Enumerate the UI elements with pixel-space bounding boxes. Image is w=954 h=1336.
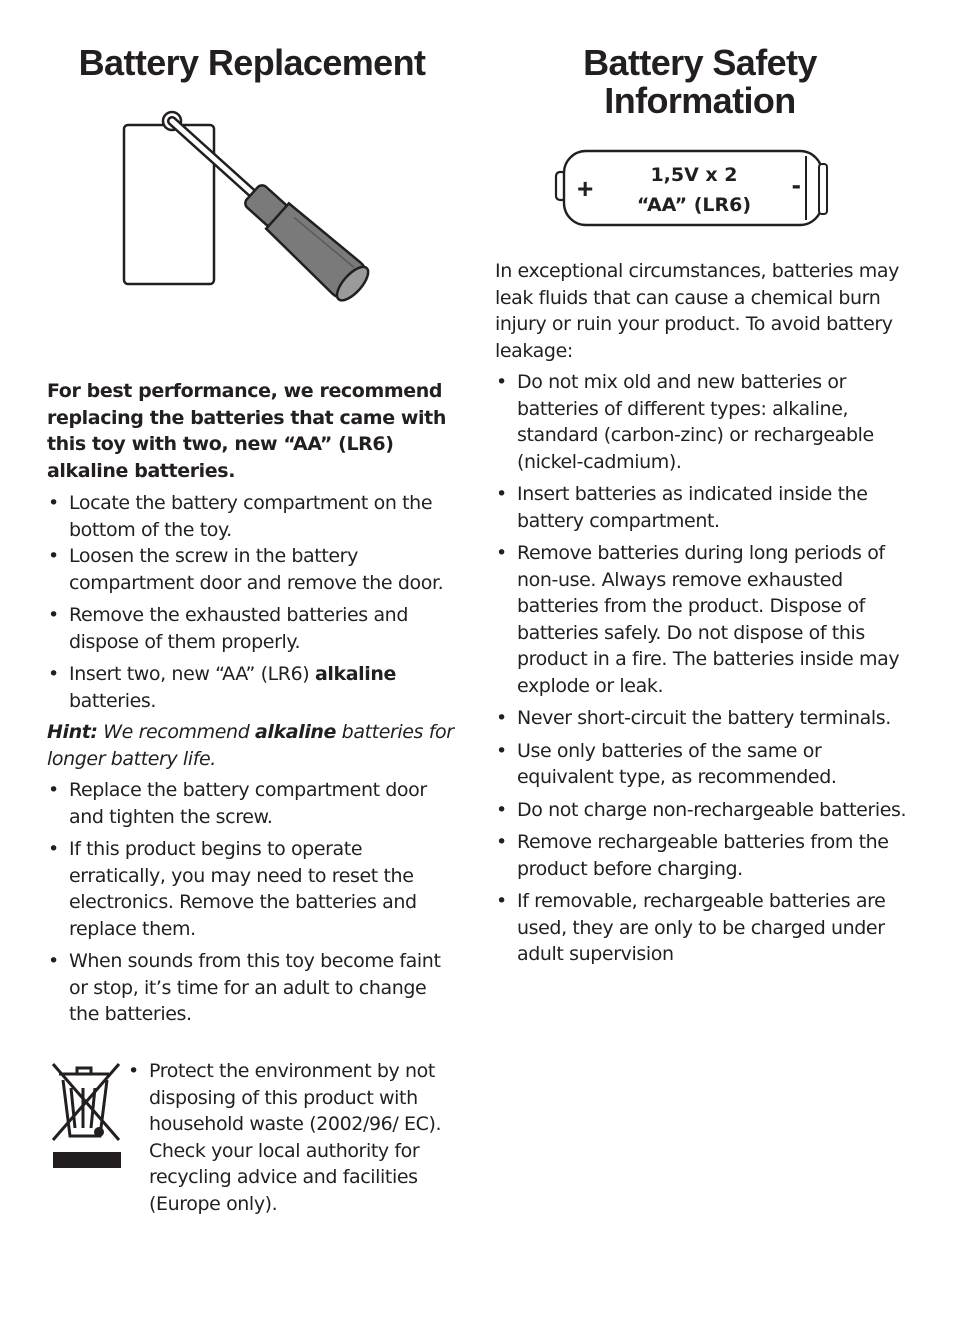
battery-icon <box>553 148 833 230</box>
step-insert-bold: alkaline <box>314 663 396 685</box>
battery-compartment-icon <box>124 112 214 284</box>
step-change: • When sounds from this toy become faint or stop, it’s time for an adult to change the batteries. <box>47 948 459 1028</box>
step-replace-door: • Replace the battery compartment door and tighten the screw. <box>47 777 459 830</box>
safety-item: • Insert batteries as indicated inside the battery compartment. <box>495 481 913 534</box>
plus-sign: + <box>577 173 594 204</box>
battery-safety-title-line2: Information <box>604 80 796 121</box>
safety-intro: In exceptional circumstances, batteries may leak fluids that can cause a chemical burn injury or ruin your product. To avoid battery leakage: <box>495 260 899 362</box>
battery-safety-title <box>495 44 905 120</box>
hint-end: batteries for longer battery life. <box>47 721 454 770</box>
crossed-out-bin-icon <box>49 1060 125 1172</box>
hint-bold: alkaline <box>255 721 337 743</box>
hint-text <box>47 719 459 772</box>
safety-item: • Do not mix old and new batteries or batteries of different types: alkaline, standard (carbon-zinc) or rechargeable (nickel-cadmium). <box>495 369 913 475</box>
step-reset: • If this product begins to operate erratically, you may need to reset the electronics. Remove the batteries and replace them. <box>47 836 459 942</box>
safety-item: • Use only batteries of the same or equivalent type, as recommended. <box>495 738 913 791</box>
safety-item: • If removable, rechargeable batteries are used, they are only to be charged under adult supervision <box>495 888 913 968</box>
recommendation-text: For best performance, we recommend replacing the batteries that came with this toy with two, new “AA” (LR6) alkaline batteries. <box>47 380 446 482</box>
safety-item: • Never short-circuit the battery terminals. <box>495 705 913 732</box>
screwdriver-icon <box>117 105 397 365</box>
safety-item: • Remove rechargeable batteries from the product before charging. <box>495 829 913 882</box>
weee-list <box>127 1058 459 1217</box>
step-loosen: • Loosen the screw in the battery compartment door and remove the door. <box>47 543 459 596</box>
hint-body: We recommend <box>97 721 256 743</box>
hint-label: Hint: <box>47 721 98 743</box>
replacement-steps <box>47 490 459 1028</box>
step-locate: • Locate the battery compartment on the bottom of the toy. <box>47 490 459 543</box>
weee-text: • Protect the environment by not disposing of this product with household waste (2002/96/ EC). Check your local authority for recycling advice and facilities (Europe only). <box>127 1058 459 1217</box>
safety-item: • Remove batteries during long periods of non-use. Always remove exhausted batteries from the product. Dispose of batteries safely. Do not dispose of this product in a fire. The batteries inside may explode or leak. <box>495 540 913 699</box>
step-remove: • Remove the exhausted batteries and dispose of them properly. <box>47 602 459 655</box>
safety-list <box>495 369 913 968</box>
battery-safety-title-line1: Battery Safety <box>583 42 817 83</box>
safety-item: • Do not charge non-rechargeable batteries. <box>495 797 913 824</box>
battery-type: “AA” (LR6) <box>636 194 752 216</box>
minus-sign: - <box>791 169 801 200</box>
step-insert-text: Insert two, new “AA” (LR6) <box>69 663 315 685</box>
battery-voltage: 1,5V x 2 <box>650 164 738 186</box>
step-insert <box>47 661 459 714</box>
battery-replacement-title: Battery Replacement <box>78 42 426 83</box>
step-insert-end: batteries. <box>69 689 157 712</box>
